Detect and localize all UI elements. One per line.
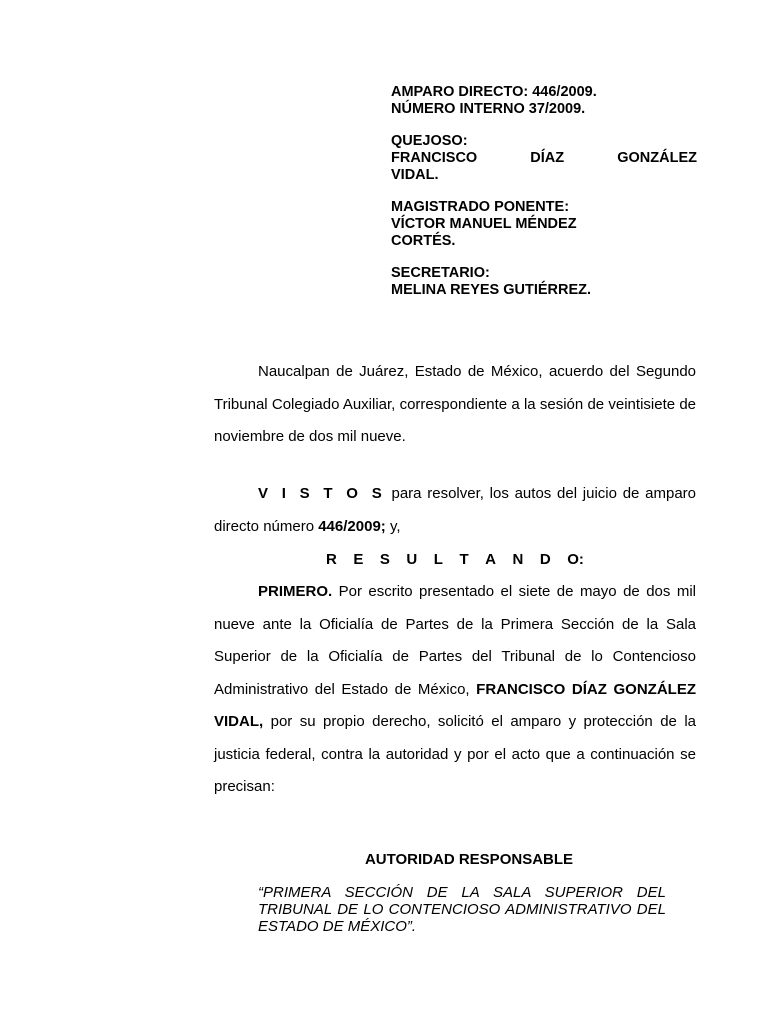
amparo-directo: AMPARO DIRECTO: 446/2009. [391,84,597,100]
resultando-letter: N [512,551,524,568]
resultando-letter: D [539,551,551,568]
quejoso-block [391,133,697,184]
resultando-heading [214,550,696,570]
magistrado-block [391,199,697,250]
magistrado-label: MAGISTRADO PONENTE: [391,199,570,215]
quejoso-label: QUEJOSO: [391,133,468,149]
case-header [391,84,697,299]
intro-paragraph-block [214,356,696,454]
vistos-case-number: 446/2009; [318,517,386,535]
resultando-letter: U [406,551,418,568]
numero-interno: NÚMERO INTERNO 37/2009. [391,101,586,117]
resultando-letter: E [353,551,364,568]
resultando-letter: S [379,551,390,568]
resultando-letter: L [433,551,443,568]
secretario-name: MELINA REYES GUTIÉRREZ. [391,282,592,298]
magistrado-name-line2: CORTÉS. [391,233,456,249]
resultando-letter: R [326,551,337,568]
secretario-label: SECRETARIO: [391,265,490,281]
vistos-text-before: para resolver, los autos del juicio de amparo directo número [214,485,696,535]
quejoso-name-line1: FRANCISCO DÍAZ GONZÁLEZ [391,150,697,166]
quejoso-name-inline: FRANCISCO DÍAZ GONZÁLEZ VIDAL, [214,680,696,730]
primero-label: PRIMERO. [258,583,333,600]
autoridad-responsable-title: AUTORIDAD RESPONSABLE [364,851,574,868]
vistos-paragraph [214,478,696,543]
vistos-label: V I S T O S [258,485,386,502]
primero-text-before: Por escrito presentado el siete de mayo de dos mil nueve ante la Oficialía de Partes de la Primera Sección de la Sala Superior de la Oficialía de Partes del Tribunal de lo Contencioso Administrativo del Estado de México, [214,583,696,698]
resultando-letter: T [459,551,469,568]
vistos-paragraph-block [214,478,696,543]
magistrado-name-line1: VÍCTOR MANUEL MÉNDEZ [391,216,577,232]
case-numbers [391,84,697,118]
resultando-letter: O: [567,551,584,568]
autoridad-quote: “PRIMERA SECCIÓN DE LA SALA SUPERIOR DEL TRIBUNAL DE LO CONTENCIOSO ADMINISTRATIVO DEL ESTADO DE MÉXICO”. [258,884,666,935]
secretario-block [391,265,697,299]
quejoso-name-line2: VIDAL. [391,167,439,183]
primero-text-after: por su propio derecho, solicitó el amparo y protección de la justicia federal, contra la autoridad y por el acto que a continuación se precisan: [214,713,696,795]
intro-paragraph: Naucalpan de Juárez, Estado de México, acuerdo del Segundo Tribunal Colegiado Auxiliar, correspondiente a la sesión de veintisiete de noviembre de dos mil nueve. [214,363,696,445]
primero-paragraph-block [214,576,696,804]
vistos-text-after: y, [385,517,401,535]
primero-paragraph [214,576,696,804]
resultando-letter: A [485,551,496,568]
